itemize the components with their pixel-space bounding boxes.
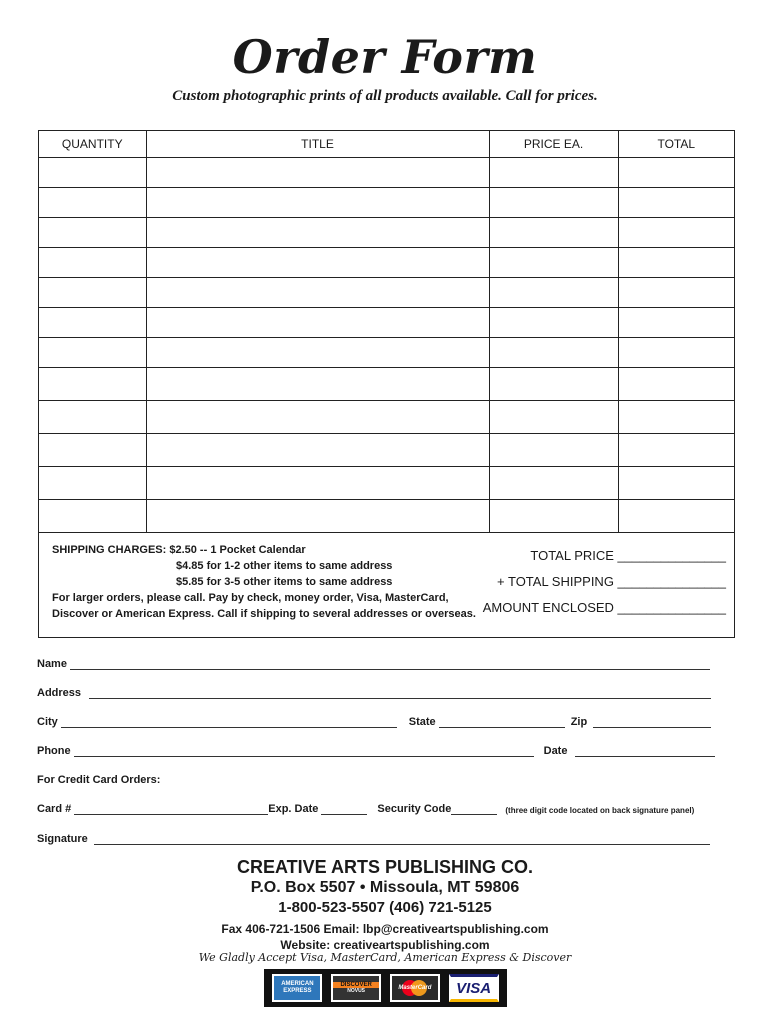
city-label: City — [37, 716, 58, 728]
name-label: Name — [37, 658, 67, 670]
total-cell[interactable] — [618, 368, 734, 401]
price-cell[interactable] — [489, 434, 618, 467]
shipping-line: For larger orders, please call. Pay by check, money order, Visa, MasterCard, — [52, 592, 449, 604]
order-table-header — [39, 131, 734, 158]
quantity-cell[interactable] — [39, 467, 146, 500]
amex-label: AMERICAN EXPRESS — [281, 981, 314, 994]
table-row — [39, 248, 734, 278]
address-field[interactable] — [89, 687, 711, 699]
quantity-cell[interactable] — [39, 368, 146, 401]
shipping-line: $5.85 for 3-5 other items to same address — [176, 576, 393, 588]
column-header-quantity: QUANTITY — [39, 131, 146, 158]
total-cell[interactable] — [618, 467, 734, 500]
price-cell[interactable] — [489, 218, 618, 248]
signature-row — [37, 829, 717, 845]
accepted-cards-text: We Gladly Accept Visa, MasterCard, American Express & Discover — [198, 951, 572, 964]
date-field[interactable] — [575, 745, 715, 757]
title-cell[interactable] — [146, 467, 489, 500]
form-title: Order Form — [232, 30, 538, 84]
total-price-field[interactable]: TOTAL PRICE _______________ — [530, 548, 726, 563]
company-info — [0, 856, 770, 953]
order-table-box — [38, 130, 735, 638]
card-number-label: Card # — [37, 803, 72, 815]
total-cell[interactable] — [618, 401, 734, 434]
quantity-cell[interactable] — [39, 188, 146, 218]
quantity-cell[interactable] — [39, 338, 146, 368]
total-cell[interactable] — [618, 308, 734, 338]
column-header-title: TITLE — [146, 131, 489, 158]
amex-card-icon — [272, 974, 322, 1002]
credit-card-logos — [264, 969, 507, 1007]
address-row — [37, 683, 717, 699]
table-row — [39, 338, 734, 368]
shipping-line: $4.85 for 1-2 other items to same address — [176, 560, 393, 572]
quantity-cell[interactable] — [39, 434, 146, 467]
price-cell[interactable] — [489, 467, 618, 500]
exp-date-field[interactable] — [321, 803, 367, 815]
price-cell[interactable] — [489, 368, 618, 401]
state-field[interactable] — [439, 716, 565, 728]
column-header-price: PRICE EA. — [489, 131, 618, 158]
price-cell[interactable] — [489, 248, 618, 278]
form-subtitle: Custom photographic prints of all products available. Call for prices. — [172, 88, 598, 104]
card-row — [37, 799, 717, 815]
signature-label: Signature — [37, 833, 88, 845]
price-cell[interactable] — [489, 158, 618, 188]
price-cell[interactable] — [489, 278, 618, 308]
mastercard-card-icon — [390, 974, 440, 1002]
security-code-label: Security Code — [377, 803, 452, 815]
total-cell[interactable] — [618, 158, 734, 188]
title-cell[interactable] — [146, 401, 489, 434]
title-cell[interactable] — [146, 188, 489, 218]
signature-field[interactable] — [94, 833, 710, 845]
mastercard-label: MasterCard — [398, 985, 432, 991]
total-cell[interactable] — [618, 248, 734, 278]
exp-date-label: Exp. Date — [268, 803, 319, 815]
shipping-line: Discover or American Express. Call if shipping to several addresses or overseas. — [52, 608, 476, 620]
company-fax-email: Fax 406-721-1506 Email: lbp@creativeartspublishing.com — [221, 922, 549, 936]
discover-label: DISCOVER — [333, 982, 379, 988]
company-address: P.O. Box 5507 • Missoula, MT 59806 — [250, 879, 520, 896]
phone-row — [37, 741, 717, 757]
visa-card-icon — [449, 974, 499, 1002]
table-row — [39, 434, 734, 467]
shipping-section — [39, 527, 734, 637]
security-code-field[interactable] — [451, 803, 497, 815]
quantity-cell[interactable] — [39, 308, 146, 338]
credit-heading-row — [37, 770, 717, 786]
price-cell[interactable] — [489, 401, 618, 434]
table-row — [39, 158, 734, 188]
price-cell[interactable] — [489, 188, 618, 218]
price-cell[interactable] — [489, 338, 618, 368]
company-website: Website: creativeartspublishing.com — [280, 938, 490, 952]
table-row — [39, 308, 734, 338]
shipping-line: SHIPPING CHARGES: $2.50 -- 1 Pocket Calendar — [52, 544, 306, 556]
column-header-total: TOTAL — [618, 131, 734, 158]
discover-card-icon — [331, 974, 381, 1002]
discover-sub-label: NOVUS — [347, 988, 366, 994]
amount-enclosed-field[interactable]: AMOUNT ENCLOSED _______________ — [482, 600, 726, 615]
quantity-cell[interactable] — [39, 218, 146, 248]
table-row — [39, 368, 734, 401]
totals-block — [483, 543, 726, 621]
name-field[interactable] — [70, 658, 710, 670]
table-row — [39, 467, 734, 500]
total-cell[interactable] — [618, 434, 734, 467]
zip-label: Zip — [570, 716, 588, 728]
price-cell[interactable] — [489, 308, 618, 338]
card-number-field[interactable] — [74, 803, 268, 815]
table-row — [39, 401, 734, 434]
total-shipping-field[interactable]: + TOTAL SHIPPING _______________ — [497, 574, 726, 589]
company-name: CREATIVE ARTS PUBLISHING CO. — [236, 857, 533, 877]
total-cell[interactable] — [618, 218, 734, 248]
title-cell[interactable] — [146, 308, 489, 338]
date-label: Date — [543, 745, 568, 757]
security-code-note: (three digit code located on back signature panel) — [505, 806, 695, 815]
company-phone: 1-800-523-5507 (406) 721-5125 — [278, 899, 492, 916]
state-label: State — [408, 716, 436, 728]
title-cell[interactable] — [146, 218, 489, 248]
quantity-cell[interactable] — [39, 278, 146, 308]
title-cell[interactable] — [146, 434, 489, 467]
address-label: Address — [37, 687, 82, 699]
city-row — [37, 712, 717, 728]
city-field[interactable] — [61, 716, 397, 728]
phone-field[interactable] — [74, 745, 534, 757]
total-cell[interactable] — [618, 278, 734, 308]
title-cell[interactable] — [146, 338, 489, 368]
table-row — [39, 278, 734, 308]
quantity-cell[interactable] — [39, 158, 146, 188]
total-cell[interactable] — [618, 338, 734, 368]
visa-label: VISA — [456, 979, 492, 997]
table-row — [39, 188, 734, 218]
title-cell[interactable] — [146, 278, 489, 308]
zip-field[interactable] — [593, 716, 711, 728]
name-row — [37, 654, 717, 670]
phone-label: Phone — [37, 745, 71, 757]
table-row — [39, 218, 734, 248]
quantity-cell[interactable] — [39, 401, 146, 434]
title-cell[interactable] — [146, 248, 489, 278]
credit-card-heading: For Credit Card Orders: — [37, 774, 161, 786]
title-cell[interactable] — [146, 158, 489, 188]
total-cell[interactable] — [618, 188, 734, 218]
quantity-cell[interactable] — [39, 248, 146, 278]
title-cell[interactable] — [146, 368, 489, 401]
shipping-charges — [52, 542, 476, 622]
order-table — [39, 131, 734, 533]
